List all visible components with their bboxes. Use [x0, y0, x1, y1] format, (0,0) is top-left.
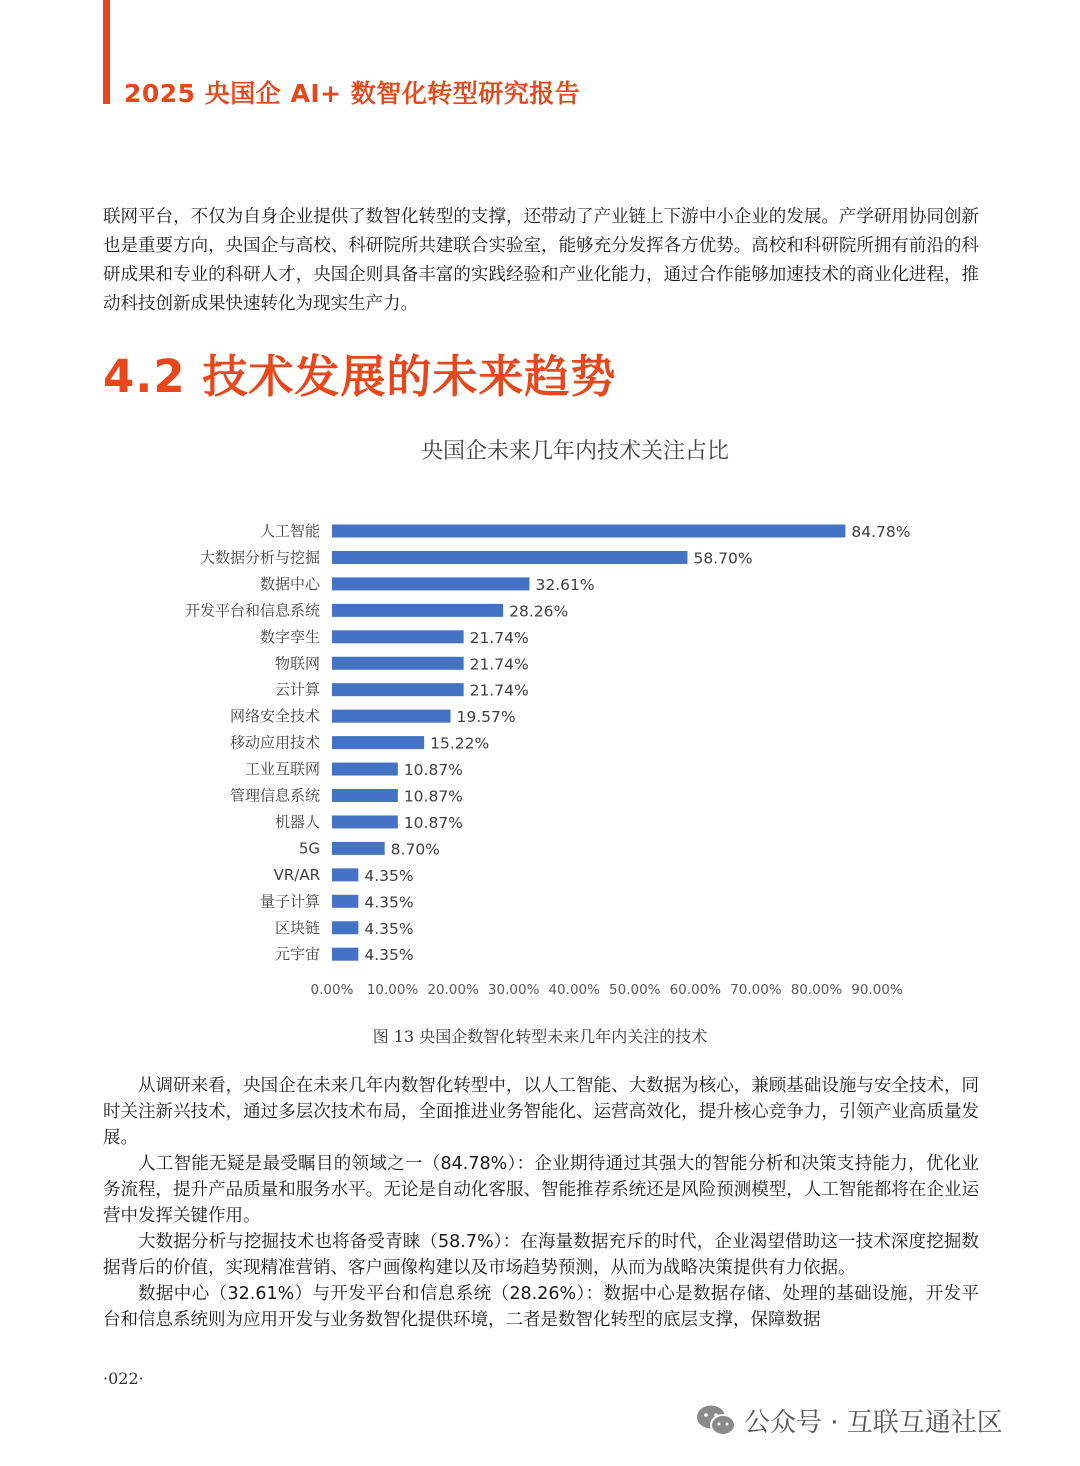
body-paragraph: 从调研来看，央国企在未来几年内数智化转型中，以人工智能、大数据为核心，兼顾基础设施与安全技术，同时关注新兴技术，通过多层次技术布局，全面推进业务智能化、运营高效化，提升核心竞争力，引领产业高质量发展。	[103, 1076, 979, 1148]
value-label: 10.87%	[403, 787, 463, 806]
x-tick-label: 80.00%	[790, 982, 843, 998]
bar	[332, 895, 358, 908]
category-label: 元宇宙	[274, 945, 320, 964]
page-number: ·022·	[103, 1369, 144, 1388]
wechat-icon	[696, 1404, 736, 1438]
bar	[332, 815, 398, 828]
bar	[332, 736, 424, 749]
category-label: 管理信息系统	[229, 786, 320, 805]
bar	[332, 551, 687, 564]
bar	[332, 710, 451, 723]
value-label: 10.87%	[403, 813, 463, 832]
x-tick-label: 90.00%	[851, 982, 903, 998]
body-paragraph: 数据中心（32.61%）与开发平台和信息系统（28.26%）：数据中心是数据存储、处理的基础设施，开发平台和信息系统则为应用开发与业务数智化提供环境，二者是数智化转型的底层支撑，保障数据	[103, 1284, 979, 1330]
figure-caption: 图 13 央国企数智化转型未来几年内关注的技术	[372, 1027, 708, 1046]
bar	[332, 868, 358, 881]
value-label: 32.61%	[535, 575, 595, 594]
category-label: 大数据分析与挖掘	[199, 548, 320, 567]
value-label: 4.35%	[364, 893, 414, 912]
bar	[332, 604, 503, 617]
watermark	[696, 1402, 1003, 1439]
bar	[332, 657, 464, 670]
x-tick-label: 70.00%	[730, 982, 782, 998]
bar	[332, 842, 385, 855]
category-label: 数据中心	[259, 574, 320, 593]
value-label: 10.87%	[403, 761, 463, 780]
x-tick-label: 30.00%	[487, 982, 540, 998]
bar	[332, 630, 464, 643]
bar	[332, 763, 398, 776]
category-label: 云计算	[274, 680, 320, 699]
category-label: 量子计算	[259, 892, 320, 911]
category-label: 物联网	[274, 654, 320, 673]
chart-title: 央国企未来几年内技术关注占比	[420, 439, 730, 464]
category-label: 区块链	[274, 918, 320, 937]
section-heading: 4.2 技术发展的未来趋势	[103, 350, 617, 403]
category-label: 人工智能	[259, 522, 320, 540]
intro-paragraph: 联网平台，不仅为自身企业提供了数智化转型的支撑，还带动了产业链上下游中小企业的发展。产学研用协同创新也是重要方向，央国企与高校、科研院所共建联合实验室，能够充分发挥各方优势。高校和科研院所拥有前沿的科研成果和专业的科研人才，央国企则具备丰富的实践经验和产业化能力，通过合作能够加速技术的商业化进程，推动科技创新成果快速转化为现实生产力。	[103, 207, 979, 314]
x-tick-label: 60.00%	[669, 982, 722, 998]
bar	[332, 921, 358, 934]
report-title: 2025 央国企 AI+ 数智化转型研究报告	[124, 79, 581, 108]
bar	[332, 577, 529, 590]
x-tick-label: 40.00%	[548, 982, 600, 998]
category-label: 工业互联网	[244, 760, 320, 779]
bar	[332, 683, 464, 696]
value-label: 58.70%	[693, 549, 753, 568]
category-label: VR/AR	[273, 865, 320, 884]
value-label: 19.57%	[456, 708, 516, 727]
value-label: 28.26%	[509, 602, 569, 621]
x-tick-label: 50.00%	[609, 982, 661, 998]
header-accent-bar	[103, 0, 110, 104]
body-text	[103, 1073, 979, 1333]
bar-chart	[0, 420, 1080, 1010]
bar	[332, 789, 398, 802]
category-label: 机器人	[274, 812, 320, 831]
body-paragraph: 大数据分析与挖掘技术也将备受青睐（58.7%）：在海量数据充斥的时代，企业渴望借助这一技术深度挖掘数据背后的价值，实现精准营销、客户画像构建以及市场趋势预测，从而为战略决策提供有力依据。	[103, 1232, 979, 1278]
x-tick-label: 0.00%	[310, 982, 354, 998]
body-paragraph: 人工智能无疑是最受瞩目的领域之一（84.78%）：企业期待通过其强大的智能分析和决策支持能力，优化业务流程，提升产品质量和服务水平。无论是自动化客服、智能推荐系统还是风险预测模型，人工智能都将在企业运营中发挥关键作用。	[103, 1154, 979, 1226]
category-label: 网络安全技术	[229, 707, 320, 726]
value-label: 4.35%	[364, 919, 414, 938]
category-label: 5G	[298, 839, 320, 858]
value-label: 21.74%	[469, 681, 529, 700]
x-tick-label: 20.00%	[427, 982, 479, 998]
value-label: 15.22%	[430, 734, 490, 753]
category-label: 数字孪生	[259, 627, 320, 646]
value-label: 21.74%	[469, 655, 529, 674]
category-label: 移动应用技术	[229, 733, 320, 752]
bar	[332, 525, 845, 538]
bar	[332, 948, 358, 961]
category-label: 开发平台和信息系统	[184, 601, 320, 620]
x-tick-label: 10.00%	[366, 982, 419, 998]
value-label: 21.74%	[469, 628, 529, 647]
value-label: 4.35%	[364, 866, 414, 885]
value-label: 84.78%	[851, 523, 911, 541]
watermark-text: 公众号 · 互联互通社区	[744, 1408, 1003, 1438]
value-label: 8.70%	[390, 840, 440, 859]
value-label: 4.35%	[364, 946, 414, 965]
